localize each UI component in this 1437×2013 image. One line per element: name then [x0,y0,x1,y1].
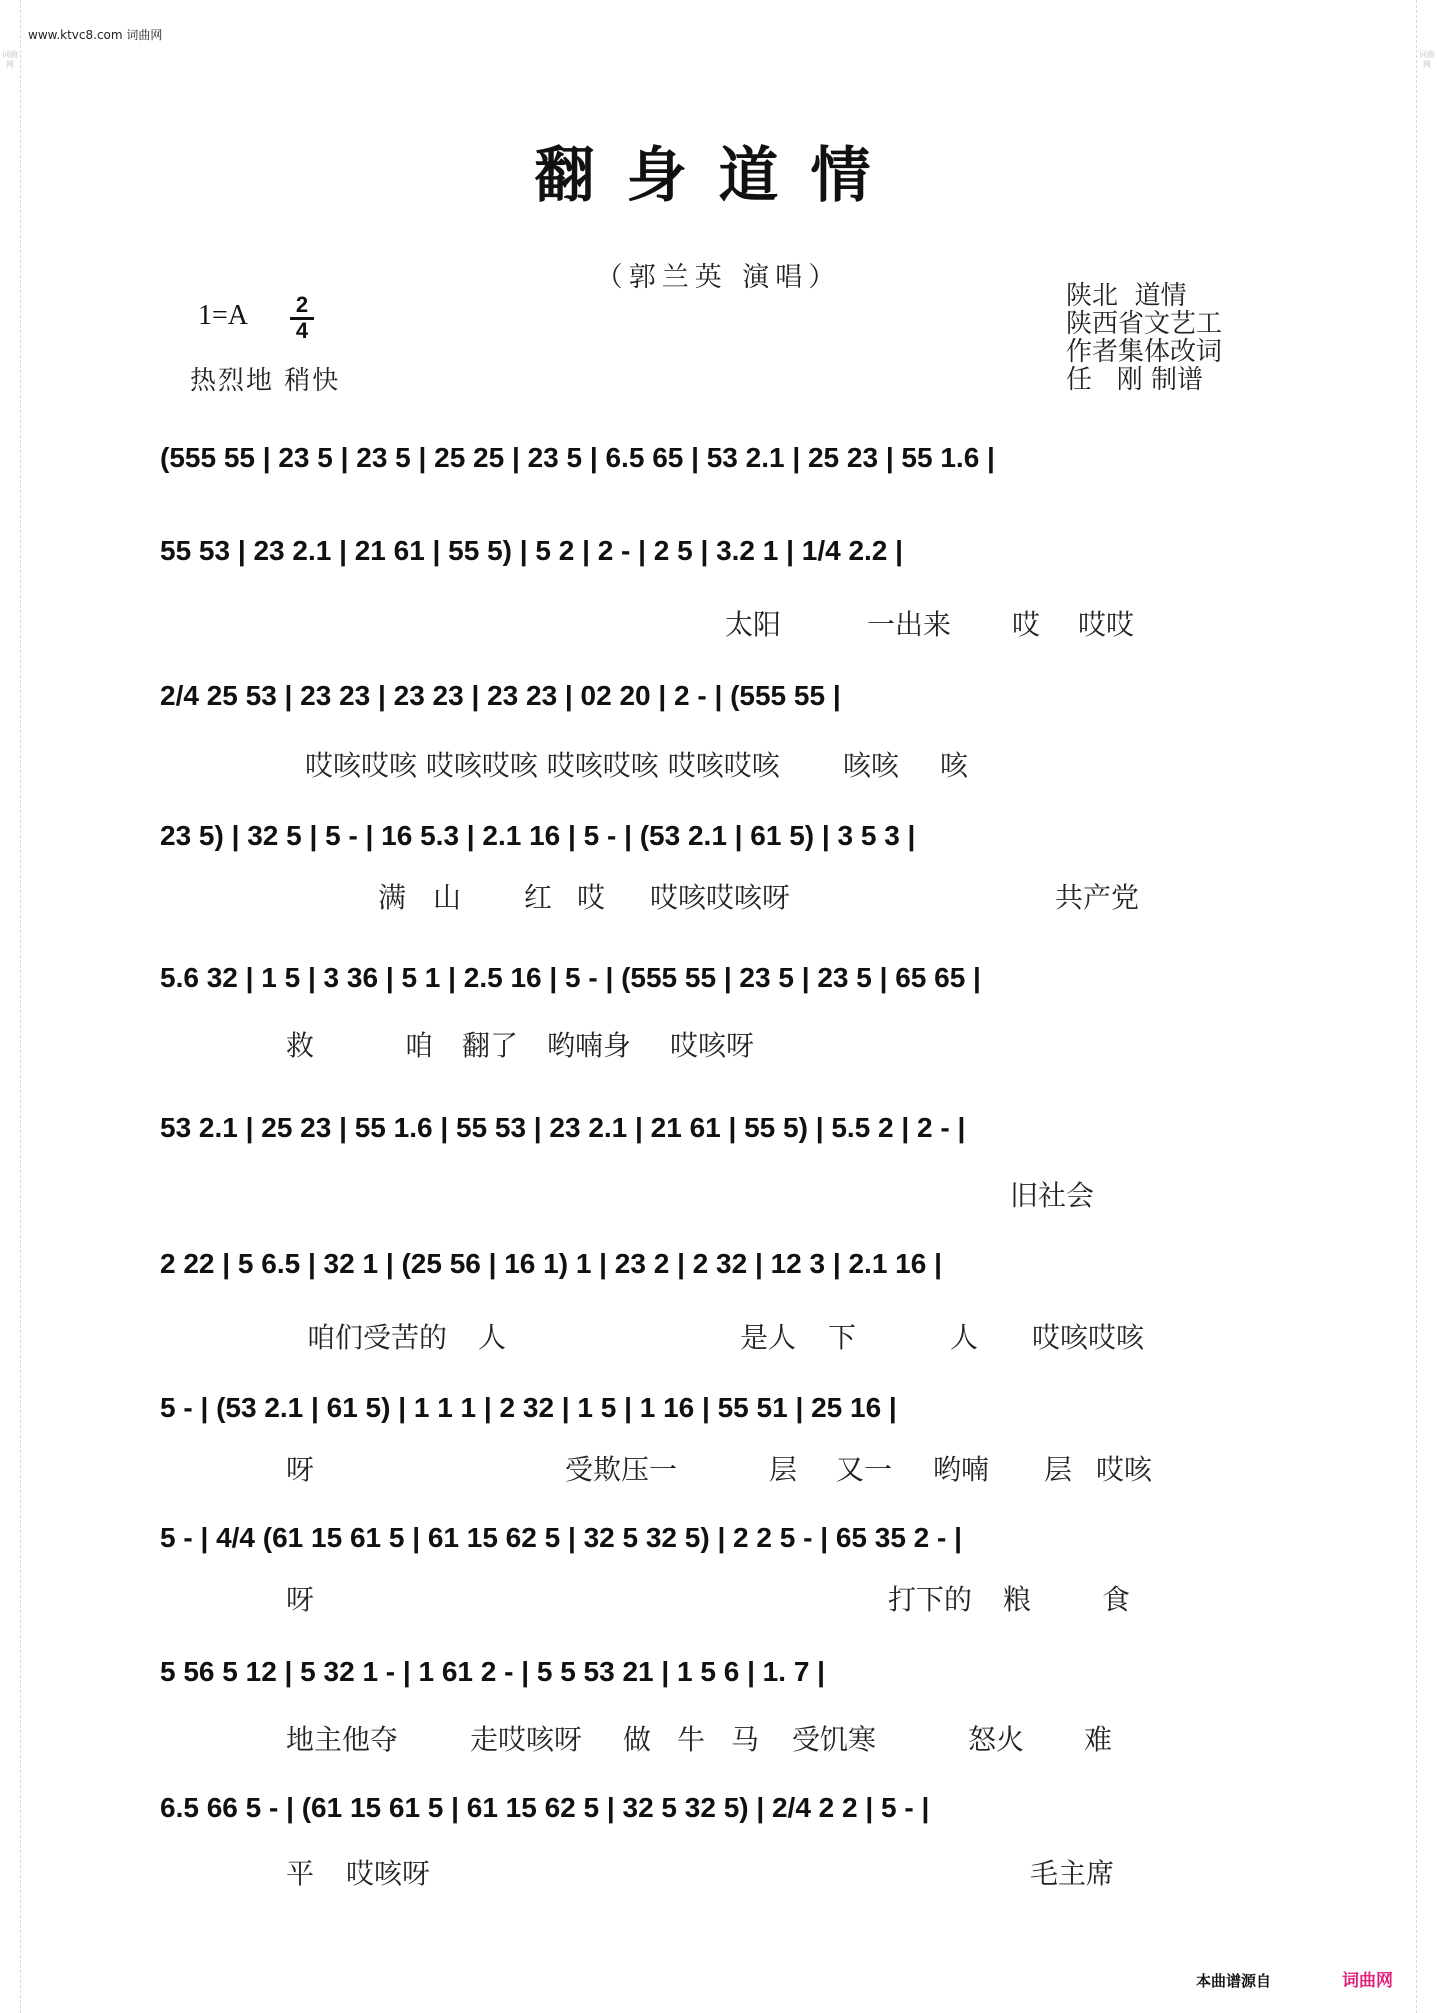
song-title: 翻身道情 [534,141,903,211]
lyric-text: 层 [769,1453,798,1486]
lyric-text: 满 [378,881,407,914]
notation-line-3: 2/4 25 53 | 23 23 | 23 23 | 23 23 | 02 20 | 2 - | (555 55 | [160,680,841,711]
lyric-text: 救 [286,1029,315,1062]
lyric-text: 受饥寒 [792,1723,877,1756]
lyric-text: 层 [1044,1453,1073,1486]
right-margin-watermark [1416,0,1437,2013]
lyric-text: 哎 [577,881,606,914]
notation-line-5: 5.6 32 | 1 5 | 3 36 | 5 1 | 2.5 16 | 5 - | (555 55 | 23 5 | 23 5 | 65 65 | [160,962,981,993]
lyric-text: 哟喃身 [547,1029,632,1062]
notation-line-7: 2 22 | 5 6.5 | 32 1 | (25 56 | 16 1) 1 | 23 2 | 2 32 | 12 3 | 2.1 16 | [160,1248,942,1279]
lyric-text: 哎咳哎咳 [1032,1321,1145,1354]
credit-line: 任 刚 制谱 [1066,365,1204,395]
lyric-text: 翻了 [462,1029,519,1062]
lyric-text: 受欺压一 [565,1453,678,1486]
time-signature [290,294,314,342]
lyric-text: 怒火 [968,1723,1025,1756]
lyric-text: 共产党 [1055,881,1140,914]
notation-line-10: 5 56 5 12 | 5 32 1 - | 1 61 2 - | 5 5 53 21 | 1 5 6 | 1. 7 | [160,1656,825,1687]
notation-line-8: 5 - | (53 2.1 | 61 5) | 1 1 1 | 2 32 | 1 5 | 1 16 | 55 51 | 25 16 | [160,1392,897,1423]
notation-line-6: 53 2.1 | 25 23 | 55 1.6 | 55 53 | 23 2.1 | 21 61 | 55 5) | 5.5 2 | 2 - | [160,1112,966,1143]
lyric-text: 地主他夺 [286,1723,399,1756]
credit-line: 作者集体改词 [1066,337,1223,367]
lyric-text: 打下的 [888,1583,973,1616]
lyric-text: 哎咳 [1096,1453,1153,1486]
lyric-line-4 [160,880,1290,916]
edge-watermark-text: 词曲网 [1419,50,1435,69]
lyric-text: 下 [828,1321,857,1354]
notation-line-1: (555 55 | 23 5 | 23 5 | 25 25 | 23 5 | 6.5 65 | 53 2.1 | 25 23 | 55 1.6 | [160,442,995,473]
lyric-text: 旧社会 [1010,1179,1095,1212]
lyric-text: 咳咳 [843,749,900,782]
lyric-text: 呀 [286,1453,315,1486]
lyric-line-9 [160,1582,1290,1618]
lyric-text: 粮 [1003,1583,1032,1616]
lyric-text: 哎咳呀 [346,1857,431,1890]
lyric-text: 走哎咳呀 [470,1723,583,1756]
lyric-text: 牛 [677,1723,706,1756]
notation-line-4: 23 5) | 32 5 | 5 - | 16 5.3 | 2.1 16 | 5 - | (53 2.1 | 61 5) | 3 5 3 | [160,820,916,851]
lyric-text: 马 [731,1723,760,1756]
lyric-text: 红 [524,881,553,914]
lyric-text: 呀 [286,1583,315,1616]
lyric-line-8 [160,1452,1290,1488]
lyric-text: 咱们受苦的 [307,1321,448,1354]
performer-credit: （郭兰英 演唱） [595,262,842,293]
left-margin-watermark [0,0,21,2013]
notation-line-2: 55 53 | 23 2.1 | 21 61 | 55 5) | 5 2 | 2 - | 2 5 | 3.2 1 | 1/4 2.2 | [160,535,903,566]
time-signature-bottom: 4 [295,318,309,343]
lyric-text: 哎哎 [1078,608,1135,641]
lyric-line-11 [160,1856,1290,1892]
lyric-text: 咳 [940,749,969,782]
credits-block [1066,282,1222,394]
edge-watermark-text: 词曲网 [2,50,18,69]
lyric-line-5 [160,1028,1290,1064]
time-signature-top: 2 [290,294,314,320]
notation-line-11: 6.5 66 5 - | (61 15 61 5 | 61 15 62 5 | 32 5 32 5) | 2/4 2 2 | 5 - | [160,1792,930,1823]
lyric-line-7 [160,1320,1290,1356]
lyric-text: 哎咳哎咳呀 [650,881,791,914]
lyric-text: 人 [478,1321,507,1354]
lyric-text: 难 [1084,1723,1113,1756]
lyric-line-3 [160,748,1290,784]
source-label: 本曲谱源自 [1196,1972,1272,1990]
credit-line: 陕北 道情 [1066,281,1187,311]
site-logo[interactable]: 词曲网 [1342,1971,1393,1991]
notation-line-9: 5 - | 4/4 (61 15 61 5 | 61 15 62 5 | 32 5 32 5) | 2 2 5 - | 65 35 2 - | [160,1522,962,1553]
lyric-text: 哎咳哎咳 哎咳哎咳 哎咳哎咳 哎咳哎咳 [305,749,780,782]
lyric-text: 哎 [1012,608,1041,641]
lyric-text: 食 [1102,1583,1131,1616]
lyric-text: 哟喃 [933,1453,990,1486]
lyric-text: 又一 [836,1453,893,1486]
lyric-text: 毛主席 [1030,1857,1115,1890]
lyric-text: 是人 [740,1321,797,1354]
site-url: www.ktvc8.com 词曲网 [28,28,163,42]
credit-line: 陕西省文艺工 [1066,309,1223,339]
lyric-line-6 [160,1178,1290,1214]
lyric-text: 人 [950,1321,979,1354]
lyric-text: 一出来 [867,608,952,641]
lyric-text: 太阳 [725,608,782,641]
lyric-line-2 [160,607,1290,643]
lyric-text: 咱 [405,1029,434,1062]
key-signature: 1=A [198,300,249,331]
lyric-text: 平 [286,1857,315,1890]
lyric-text: 做 [623,1723,652,1756]
lyric-text: 山 [433,881,462,914]
lyric-text: 哎咳呀 [670,1029,755,1062]
tempo-marking: 热烈地 稍快 [190,366,341,396]
lyric-line-10 [160,1722,1290,1758]
